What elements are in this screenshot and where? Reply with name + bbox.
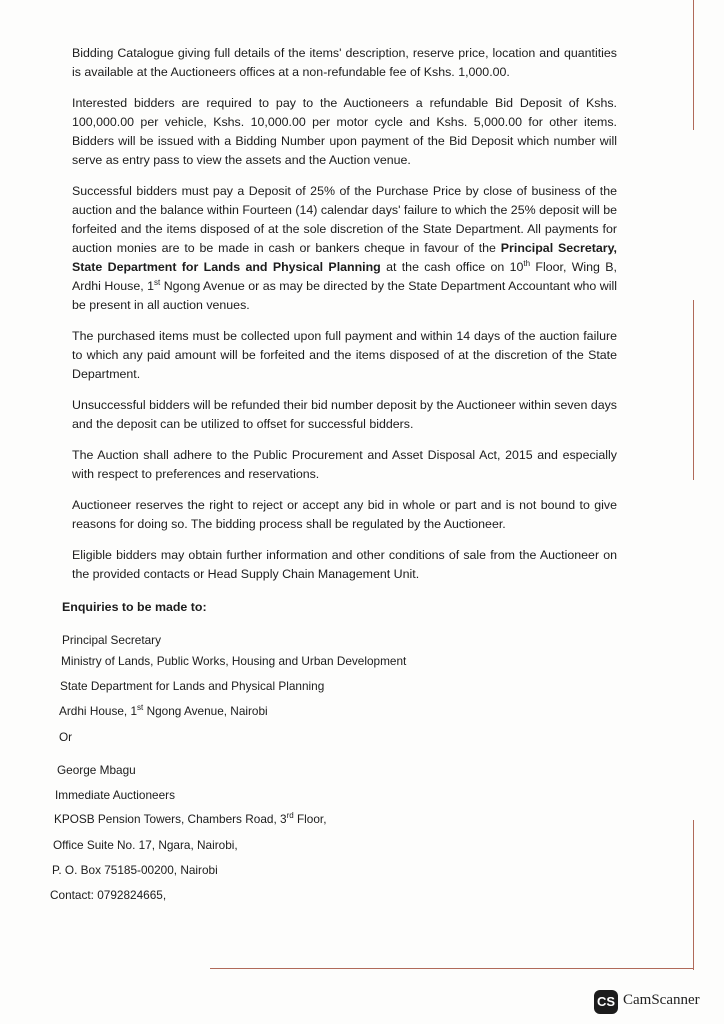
paragraph-refund: Unsuccessful bidders will be refunded their bid number deposit by the Auctioneer within seven days and the deposit can be utilized to offset for successful bidders. — [72, 398, 617, 431]
paper-edge-line — [693, 300, 694, 480]
address-line: George Mbagu — [57, 763, 136, 777]
camscanner-watermark: CamScanner — [623, 992, 700, 1008]
payment-text-a: Successful bidders must pay a Deposit of 25% of the Purchase Price by close of business of the auction and the balance within Fourteen (14) calendar days' failure to which the 25% deposit will be forfeited and the items disposed of at the sole discretion of the State Department. All payments for auction monies are to be made in cash or bankers cheque in favour of the — [72, 184, 617, 255]
address-line: Office Suite No. 17, Ngara, Nairobi, — [53, 838, 238, 852]
payee-name: Principal Secretary, State Department for Lands and Physical Planning — [72, 241, 617, 274]
paragraph-compliance: The Auction shall adhere to the Public Procurement and Asset Disposal Act, 2015 and especially with respect to preferences and reservations. — [72, 448, 617, 481]
paragraph-collection: The purchased items must be collected upon full payment and within 14 days of the auction failure to which any paid amount will be forfeited and the items disposed of at the discretion of the State Department. — [72, 329, 617, 381]
or-separator: Or — [59, 730, 73, 744]
payment-text-d: Ngong Avenue or as may be directed by the State Department Accountant who will be present in all auction venues. — [72, 279, 617, 312]
contact-line: Contact: 0792824665, — [50, 888, 167, 902]
address-text: Ngong Avenue, Nairobi — [146, 704, 268, 718]
enquiries-heading: Enquiries to be made to: — [62, 600, 207, 614]
payment-text-b: at the cash office on 10 — [386, 260, 524, 274]
paper-edge-line — [693, 0, 694, 130]
address-line — [59, 704, 268, 718]
address-line — [54, 812, 326, 826]
paper-bottom-edge-line — [210, 968, 694, 969]
paragraph-rights: Auctioneer reserves the right to reject or accept any bid in whole or part and is not bound to give reasons for doing so. The bidding process shall be regulated by the Auctioneer. — [72, 498, 617, 531]
address-line: Immediate Auctioneers — [55, 788, 175, 802]
paragraph-catalogue: Bidding Catalogue giving full details of the items' description, reserve price, location and quantities is available at the Auctioneers offices at a non-refundable fee of Kshs. 1,000.00. — [72, 46, 617, 79]
address-text: KPOSB Pension Towers, Chambers Road, 3 — [54, 812, 287, 826]
address-line: State Department for Lands and Physical Planning — [60, 679, 325, 693]
address-line: Ministry of Lands, Public Works, Housing and Urban Development — [61, 654, 407, 668]
payment-text-c: Floor, Wing B, Ardhi House, 1 — [72, 260, 617, 293]
paragraph-bid-deposit: Interested bidders are required to pay to the Auctioneers a refundable Bid Deposit of Kshs. 100,000.00 per vehicle, Kshs. 10,000.00 per motor cycle and Kshs. 5,000.00 for other items. Bidders will be issued with a Bidding Number upon payment of the Bid Deposit which number will serve as entry pass to view the assets and the Auction venue. — [72, 96, 617, 167]
address-text: Floor, — [296, 812, 327, 826]
paragraph-payment — [72, 182, 617, 315]
paragraph-eligibility: Eligible bidders may obtain further information and other conditions of sale from the Auctioneer on the provided contacts or Head Supply Chain Management Unit. — [72, 548, 617, 581]
superscript-st: st — [154, 277, 161, 287]
superscript-rd: rd — [286, 811, 294, 821]
camscanner-logo-icon: CS — [594, 990, 618, 1014]
superscript-st: st — [137, 703, 144, 713]
address-line: Principal Secretary — [62, 633, 162, 647]
paper-edge-line — [693, 820, 694, 970]
address-text: Ardhi House, 1 — [59, 704, 138, 718]
auction-terms-body — [72, 44, 617, 596]
address-line: P. O. Box 75185-00200, Nairobi — [52, 863, 218, 877]
superscript-th: th — [523, 258, 531, 268]
